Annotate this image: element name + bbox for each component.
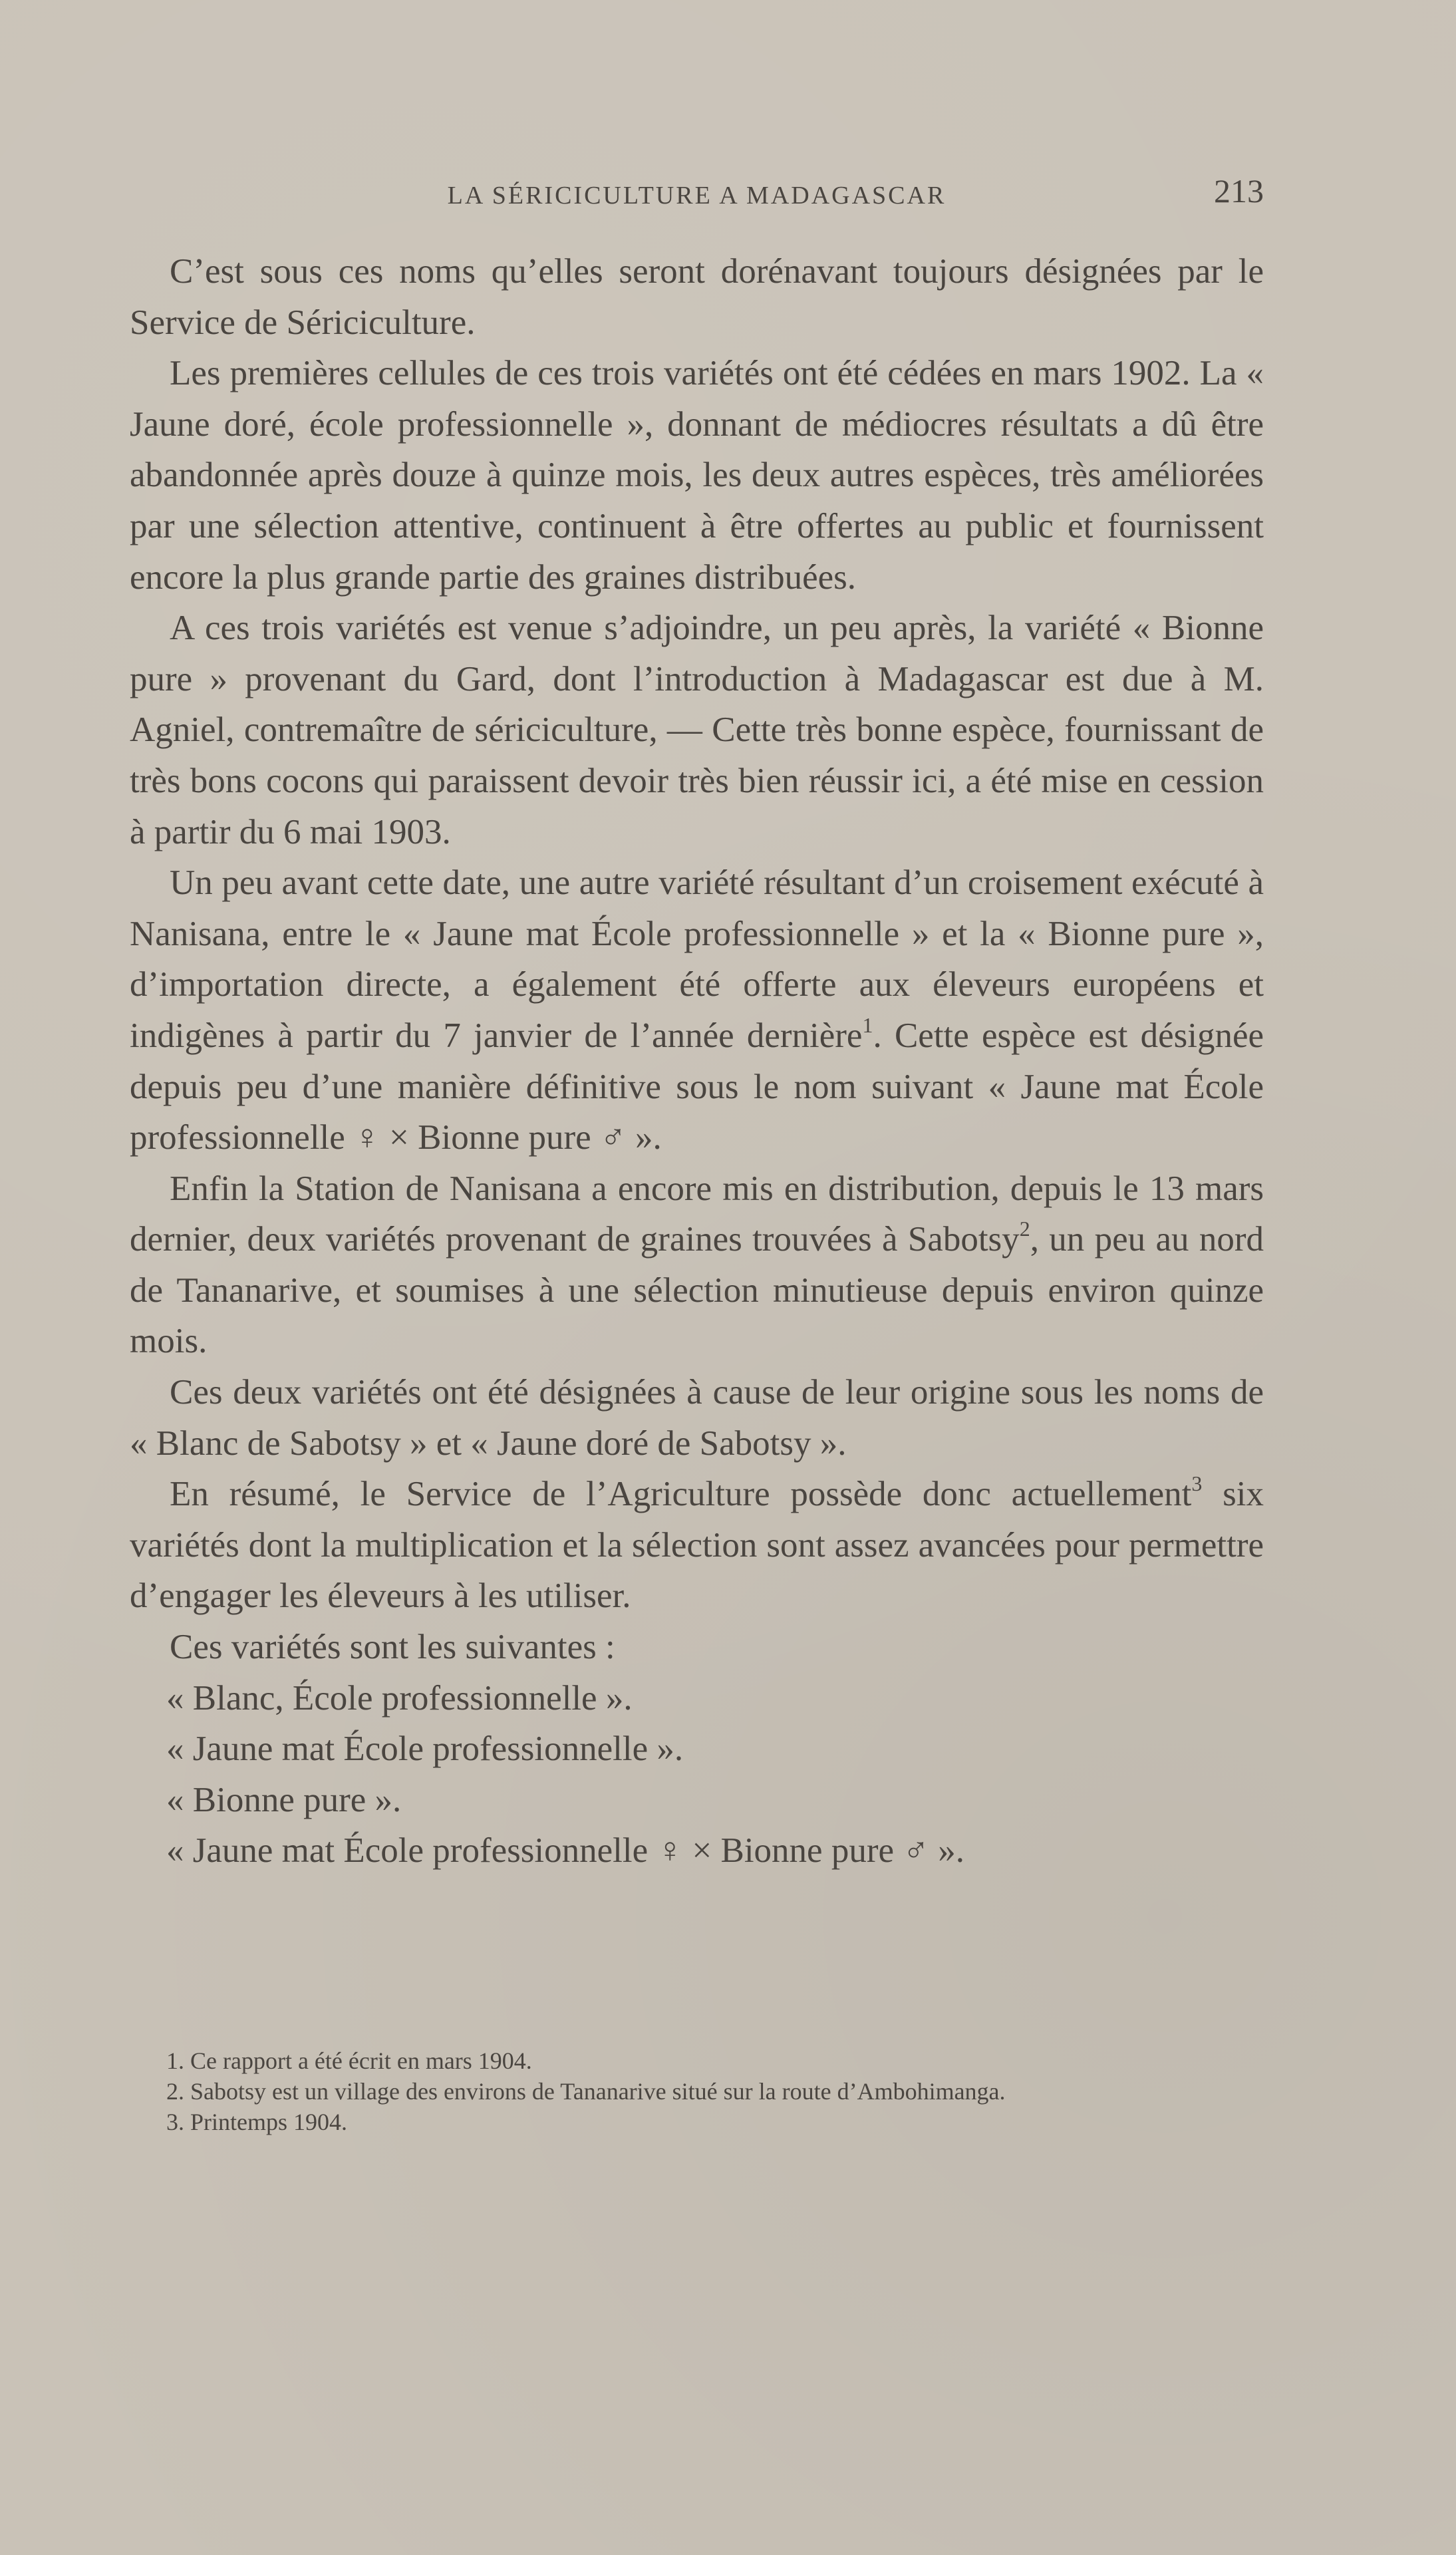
paragraph-text: six variétés dont la multiplication et la sélection sont assez avancées pour permettre d’engager les éleveurs à les utiliser. (130, 1475, 1264, 1616)
paragraph-text: Enfin la Station de Nanisana a encore mis en distribution, depuis le 13 mars dernier, deux variétés provenant de graines trouvées à Sabotsy (130, 1169, 1264, 1259)
running-head (130, 172, 1264, 218)
variety-item: « Bionne pure ». (166, 1780, 402, 1819)
paragraph: Les premières cellules de ces trois variétés ont été cédées en mars 1902. La « Jaune doré, école professionnelle », donnant de médiocres résultats a dû être abandonnée après douze à quinze mois, les deux autres espèces, très améliorées par une sélection attentive, continuent à être offertes au public et fournissent encore la plus grande partie des graines distribuées. (130, 354, 1264, 597)
paragraph (130, 857, 1264, 1163)
paragraph (130, 1469, 1264, 1622)
running-title: LA SÉRICICULTURE A MADAGASCAR (447, 182, 946, 210)
paragraph: Ces variétés sont les suivantes : (170, 1628, 615, 1667)
footnote-ref: 1 (862, 1012, 873, 1037)
paragraph (130, 1163, 1264, 1367)
paragraph-text: Un peu avant cette date, une autre variété résultant d’un croisement exécuté à Nanisana, entre le « Jaune mat École professionnelle » et la « Bionne pure », d’importation directe, a également été offerte aux éleveurs européens et indigènes à partir du 7 janvier de l’année dernière (130, 863, 1264, 1055)
footnote-ref: 2 (1019, 1217, 1030, 1241)
paragraph-text: En résumé, le Service de l’Agriculture possède donc actuellement (170, 1475, 1192, 1514)
footnote: 3. Printemps 1904. (166, 2109, 348, 2135)
page-number: 213 (1214, 172, 1264, 210)
paragraph: A ces trois variétés est venue s’adjoindre, un peu après, la variété « Bionne pure » provenant du Gard, dont l’introduction à Madagascar est due à M. Agniel, contremaître de sériciculture, — Cette très bonne espèce, fournissant de très bons cocons qui paraissent devoir très bien réussir ici, a été mise en cession à partir du 6 mai 1903. (130, 609, 1264, 851)
footnotes (130, 2045, 1264, 2137)
paragraph-text: . Cette espèce est désignée depuis peu d’une manière définitive sous le nom suivant « Jaune mat École professionnelle ♀ × Bionne pure ♂ ». (130, 1016, 1264, 1157)
footnote: 2. Sabotsy est un village des environs de Tananarive situé sur la route d’Ambohimanga. (166, 2078, 1006, 2105)
paragraph-text: , un peu au nord de Tananarive, et soumises à une sélection minutieuse depuis environ quinze mois. (130, 1220, 1264, 1361)
footnote-ref: 3 (1191, 1471, 1203, 1496)
footnote: 1. Ce rapport a été écrit en mars 1904. (166, 2047, 532, 2074)
variety-item: « Jaune mat École professionnelle ♀ × Bionne pure ♂ ». (166, 1831, 965, 1871)
body-text (130, 246, 1264, 1877)
variety-item: « Blanc, École professionnelle ». (166, 1678, 633, 1718)
paragraph: C’est sous ces noms qu’elles seront dorénavant toujours désignées par le Service de Sériciculture. (130, 252, 1264, 342)
variety-item: « Jaune mat École professionnelle ». (166, 1729, 684, 1769)
paragraph: Ces deux variétés ont été désignées à cause de leur origine sous les noms de « Blanc de Sabotsy » et « Jaune doré de Sabotsy ». (130, 1373, 1264, 1463)
